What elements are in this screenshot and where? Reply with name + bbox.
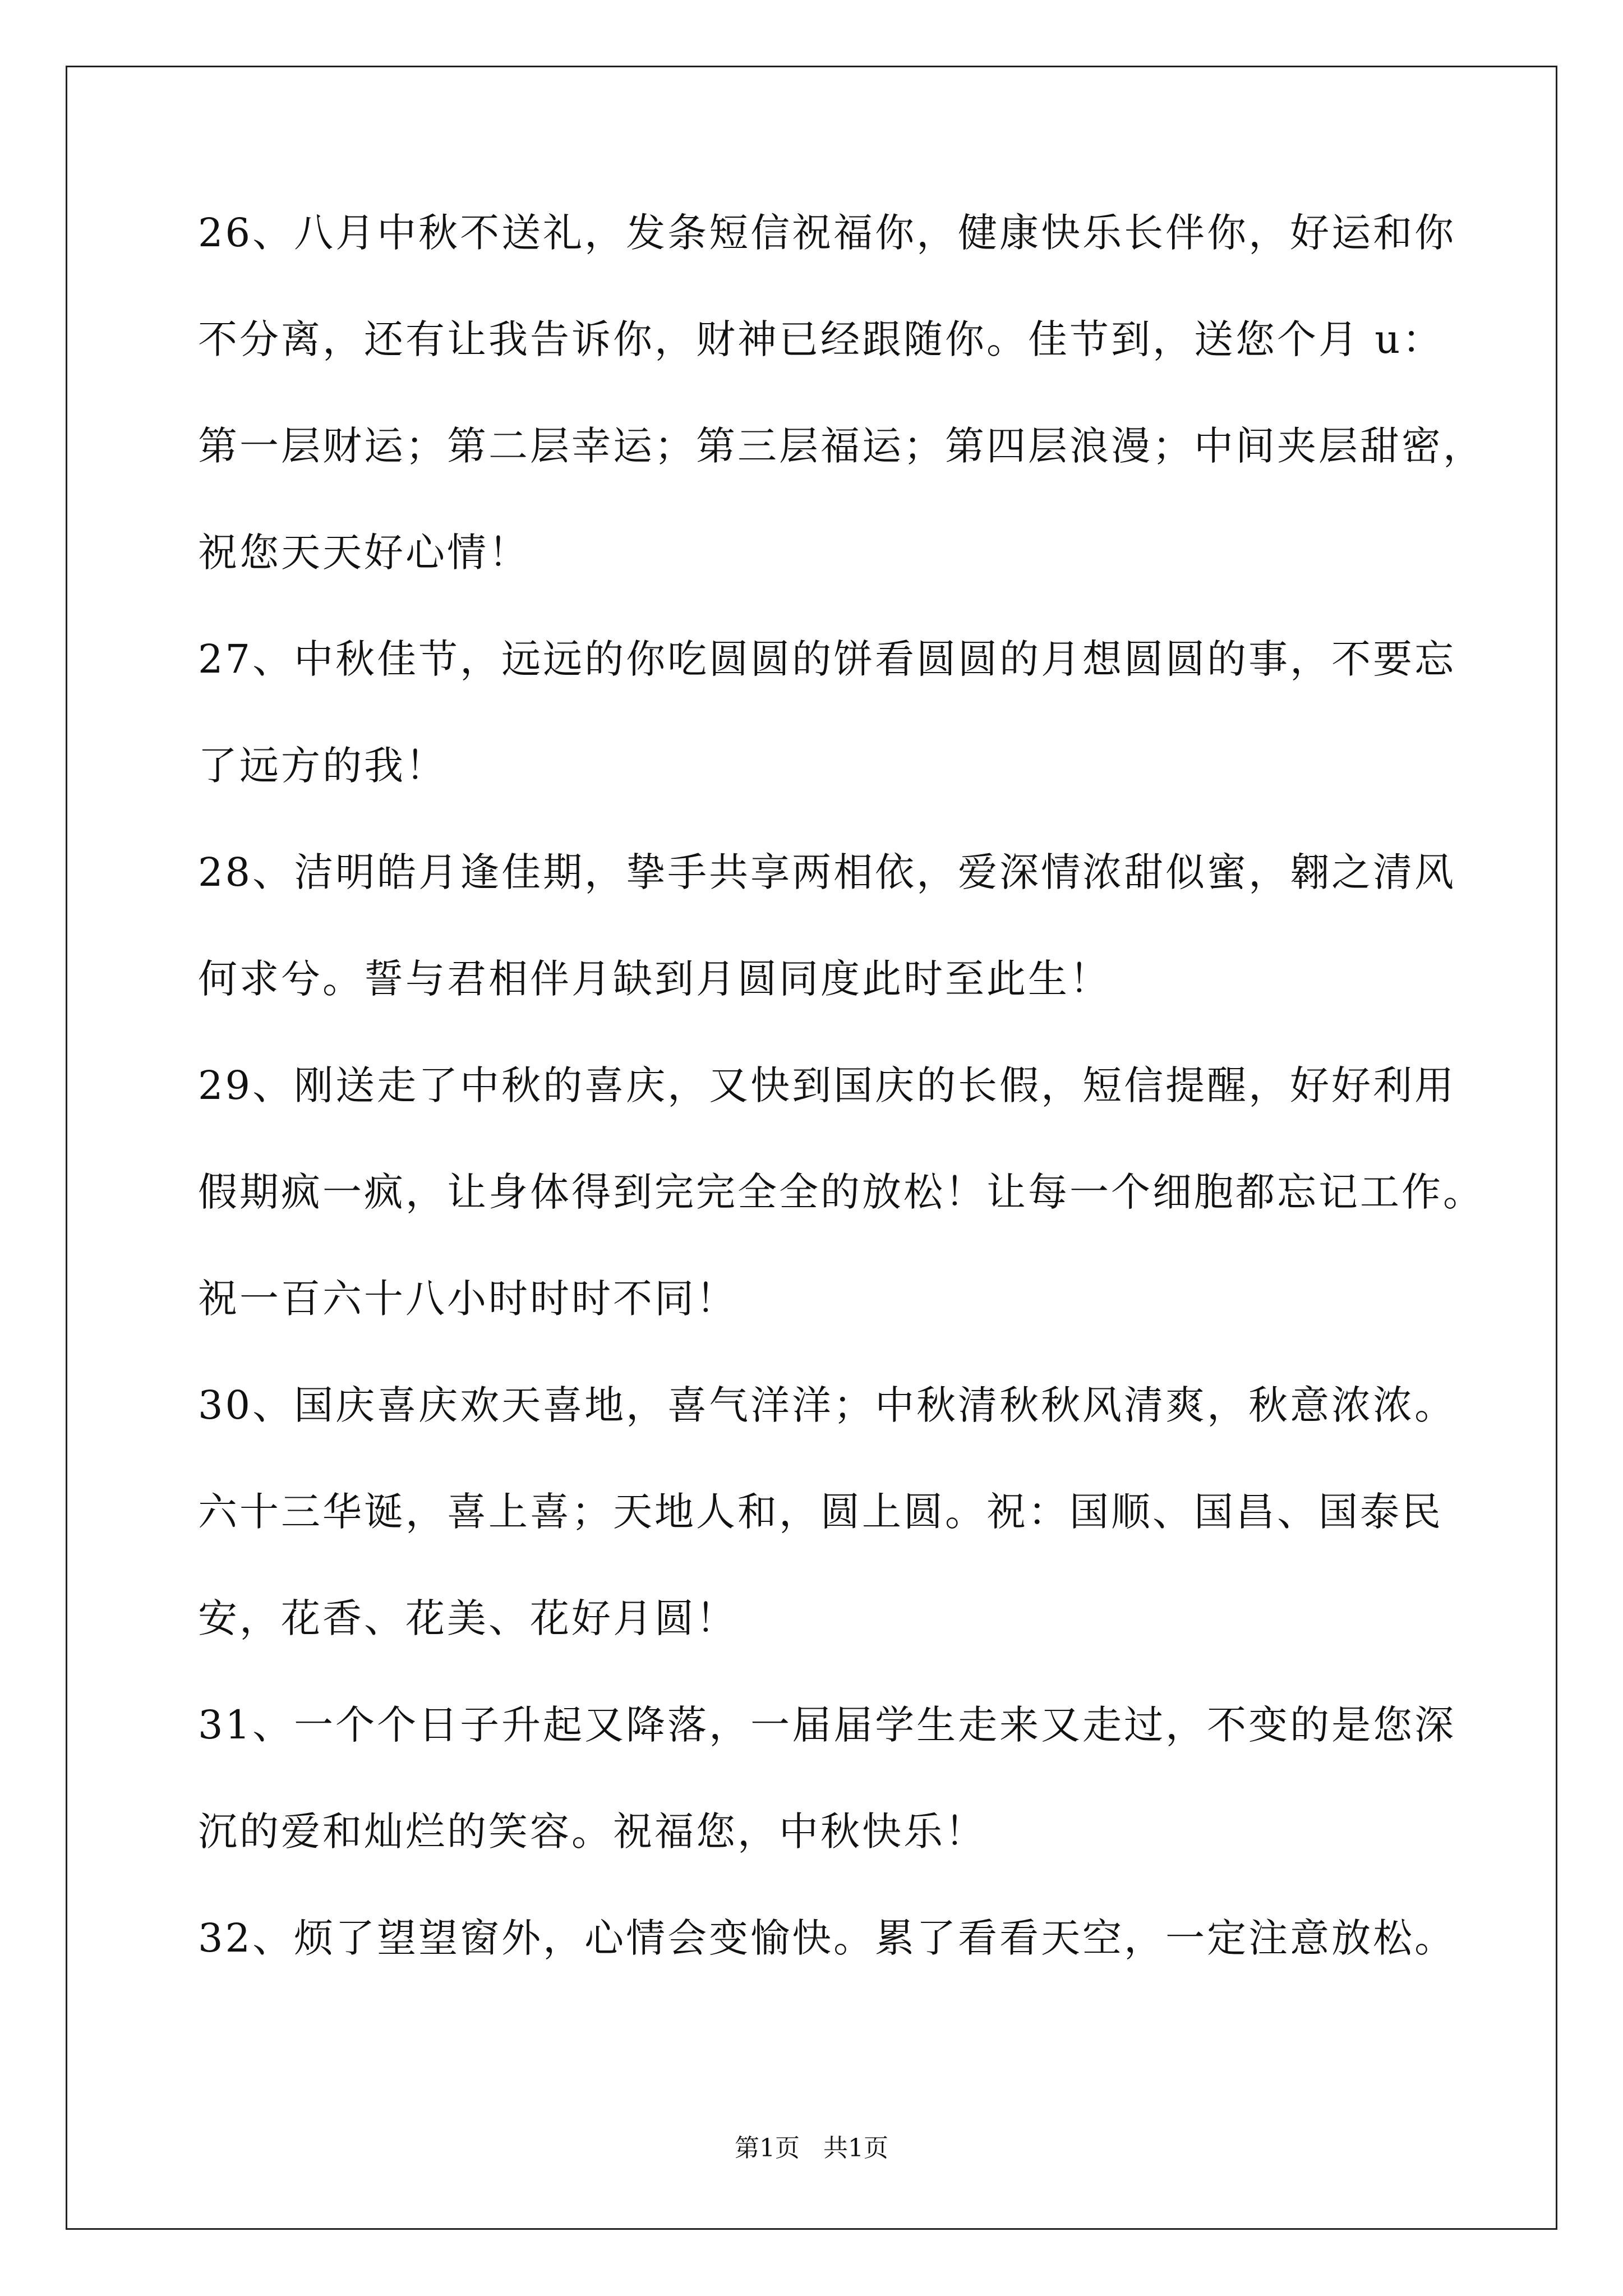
page-footer: 第1页 共1页 [735, 2134, 888, 2162]
text-line: 了远方的我！ [198, 743, 447, 789]
text-line: 祝一百六十八小时时时不同！ [198, 1276, 737, 1322]
text-line: 26、八月中秋不送礼，发条短信祝福你，健康快乐长伴你，好运和你 [198, 210, 1456, 256]
text-line: 第一层财运；第二层幸运；第三层福运；第四层浪漫；中间夹层甜密， [198, 423, 1484, 469]
text-line: 假期疯一疯，让身体得到完完全全的放松！让每一个细胞都忘记工作。 [198, 1169, 1484, 1215]
text-line: 六十三华诞，喜上喜；天地人和，圆上圆。祝：国顺、国昌、国泰民 [198, 1489, 1443, 1535]
text-line: 29、刚送走了中秋的喜庆，又快到国庆的长假，短信提醒，好好利用 [198, 1062, 1456, 1108]
text-line: 何求兮。誓与君相伴月缺到月圆同度此时至此生！ [198, 956, 1111, 1002]
text-line: 祝您天天好心情！ [198, 530, 530, 576]
text-line: 沉的爱和灿烂的笑容。祝福您，中秋快乐！ [198, 1809, 986, 1855]
text-line: 32、烦了望望窗外，心情会变愉快。累了看看天空，一定注意放松。 [198, 1915, 1456, 1961]
text-line: 30、国庆喜庆欢天喜地，喜气洋洋；中秋清秋秋风清爽，秋意浓浓。 [198, 1382, 1456, 1428]
text-line: 27、中秋佳节，远远的你吃圆圆的饼看圆圆的月想圆圆的事，不要忘 [198, 636, 1456, 682]
text-line: 安，花香、花美、花好月圆！ [198, 1595, 737, 1641]
text-line: 不分离，还有让我告诉你，财神已经跟随你。佳节到，送您个月 u： [198, 316, 1444, 362]
text-line: 31、一个个日子升起又降落，一届届学生走来又走过，不变的是您深 [198, 1702, 1456, 1748]
text-line: 28、洁明皓月逢佳期，挚手共享两相依，爱深情浓甜似蜜，翱之清风 [198, 849, 1456, 895]
page-border [66, 66, 1557, 2230]
